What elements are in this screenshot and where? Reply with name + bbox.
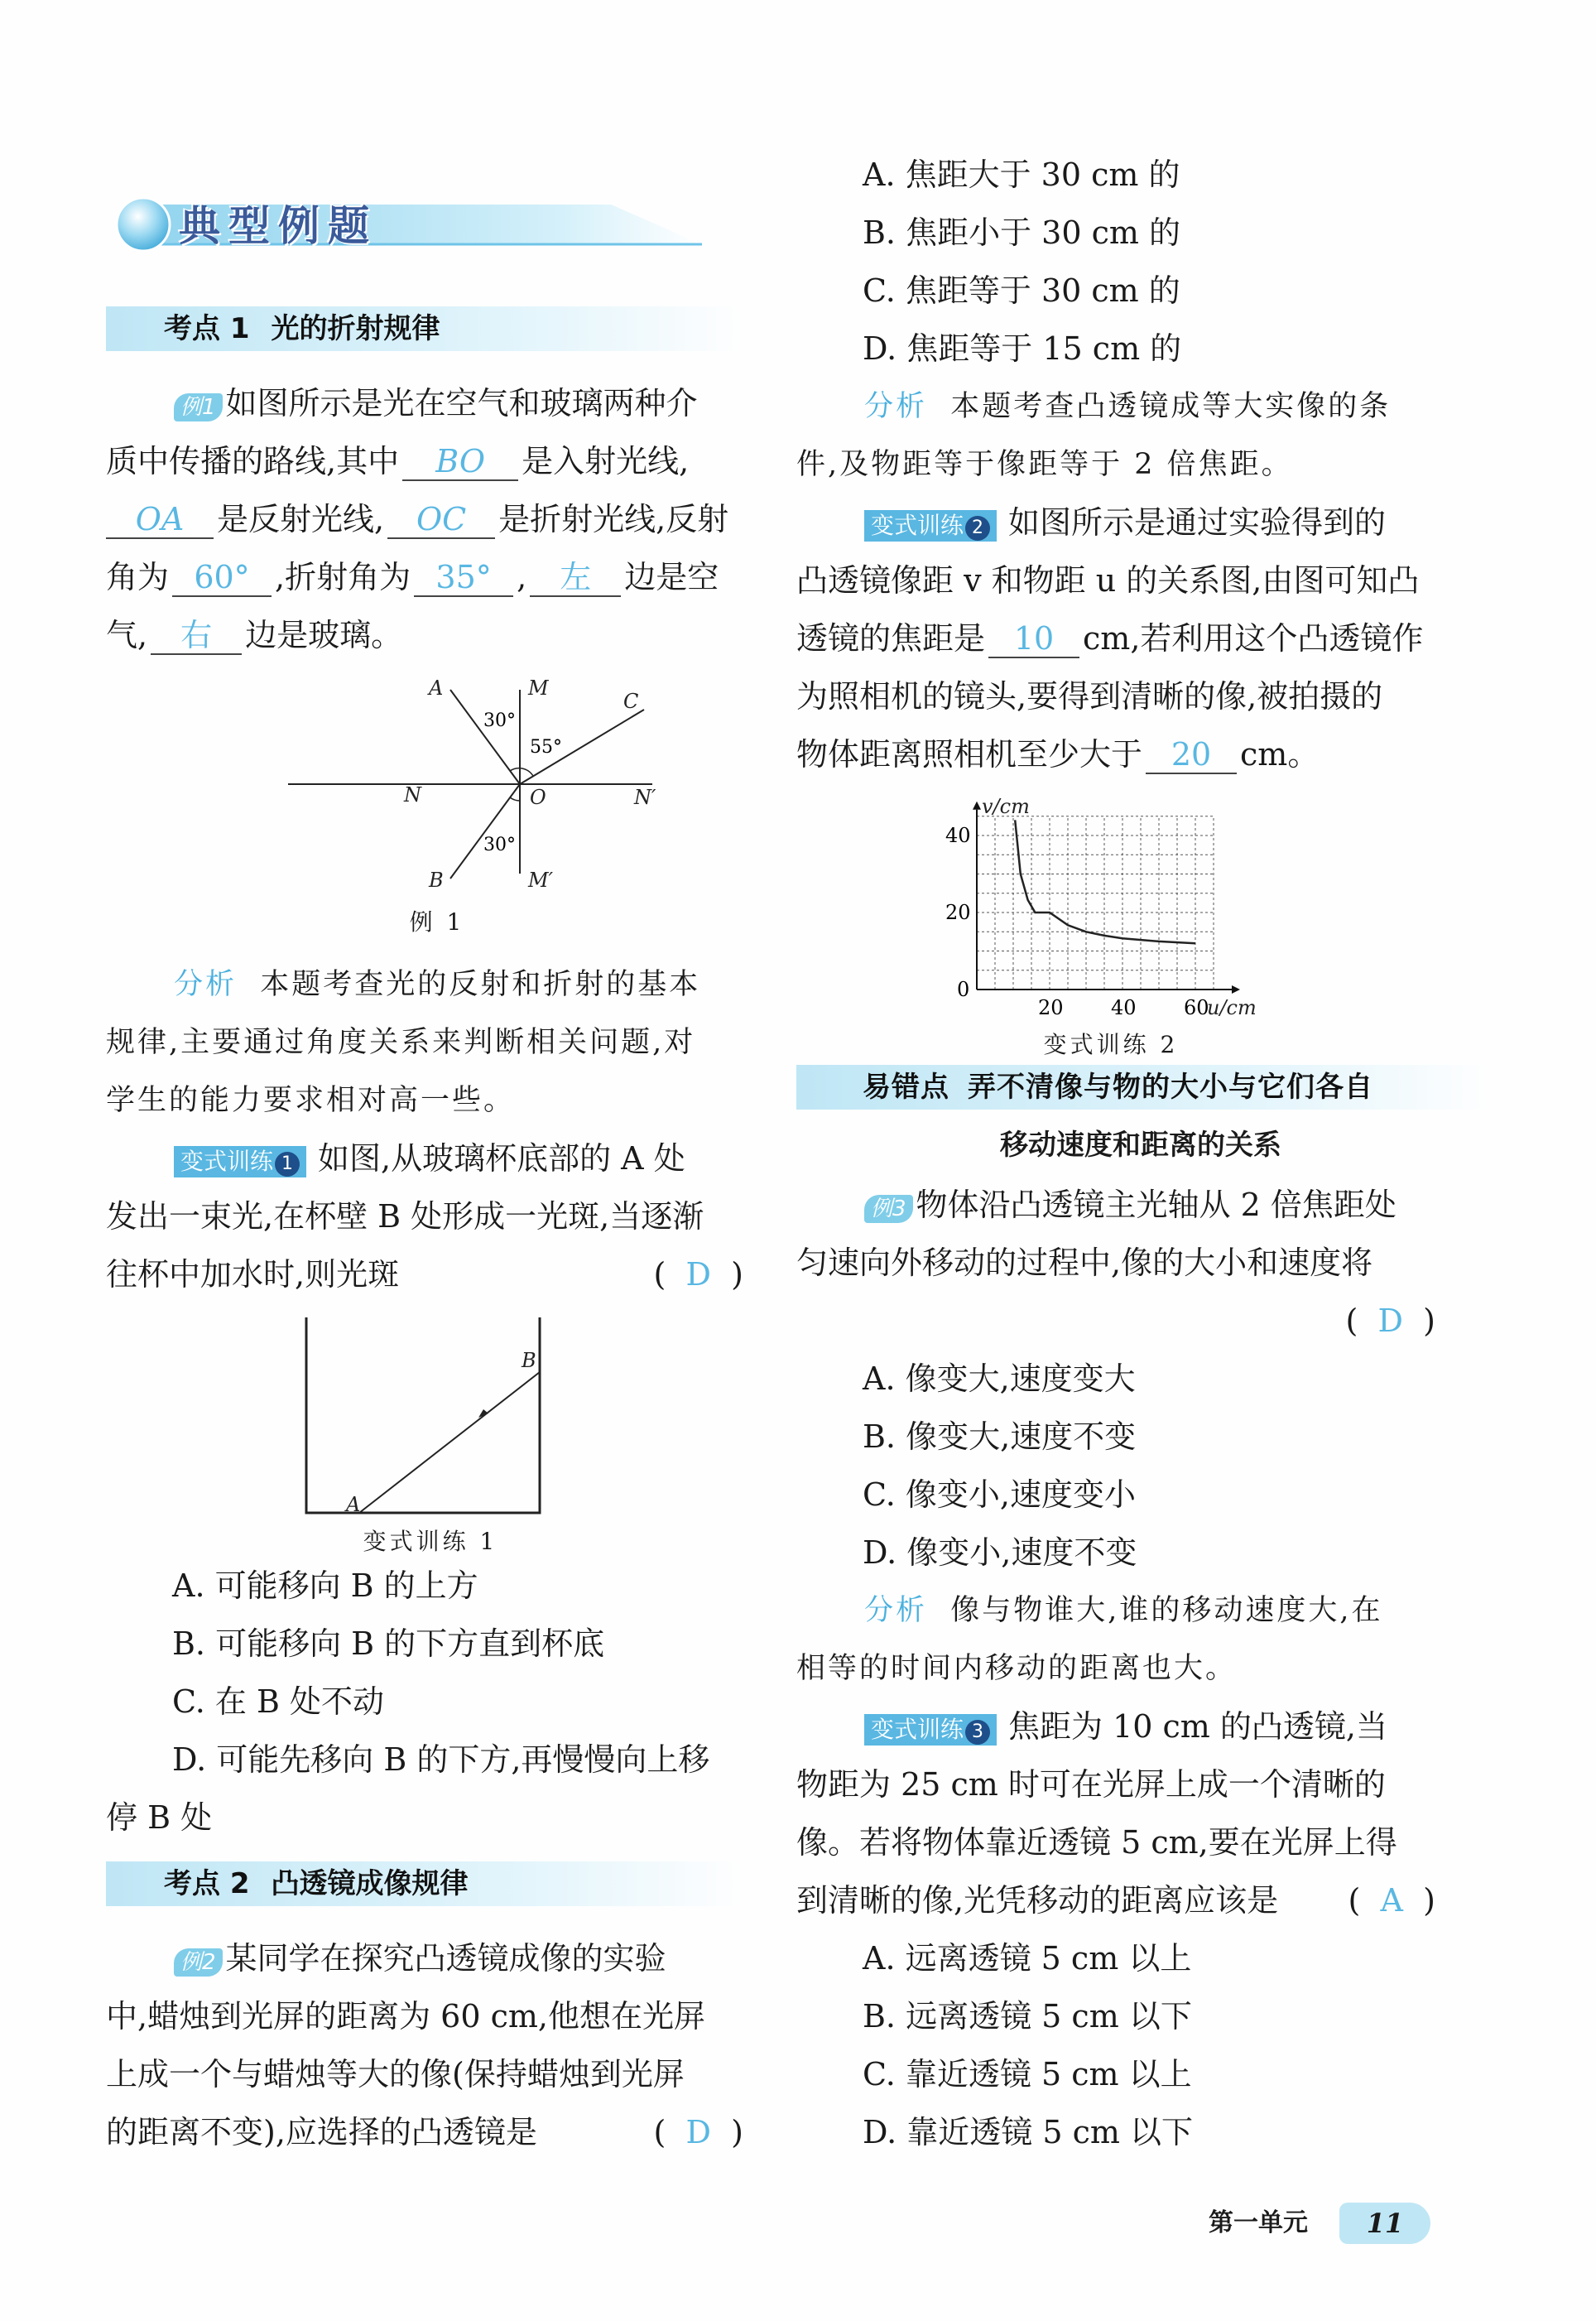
var1-paren-open: ( (653, 1256, 666, 1293)
ex1-line-5 (106, 609, 743, 661)
ex2-tag: 例2 (174, 1948, 223, 1977)
var1-option-d: D. 可能先移向 B 的下方,再慢慢向上移 (172, 1741, 710, 1778)
var3-option-d: D. 靠近透镜 5 cm 以下 (863, 2114, 1194, 2150)
ex1-answer-7: 右 (151, 617, 242, 655)
var2-tag (864, 510, 997, 542)
ex1-text-4c: , (517, 559, 527, 595)
var2-text-5a: 物体距离照相机至少大于 (796, 736, 1143, 773)
kp1-label: 考点 1 (164, 312, 250, 345)
var3-paren-close: ) (1423, 1882, 1435, 1919)
ex2-analysis-line-2: 件,及物距等于像距等于 2 倍焦距。 (796, 448, 1293, 481)
var1-text-3: 往杯中加水时,则光斑 (106, 1256, 400, 1293)
ex3-answer: D (1377, 1303, 1403, 1339)
var2-chart (937, 791, 1285, 1023)
var3-tag-text: 变式训练 (871, 1716, 964, 1743)
fig1-label-C: C (623, 690, 639, 713)
chart-grid (977, 816, 1214, 990)
ex1-text-4b: ,折射角为 (275, 559, 411, 595)
chart-series-line (1015, 820, 1195, 943)
ex1-analysis-label: 分析 (174, 968, 238, 1001)
ex1-caption: 例 1 (409, 908, 465, 936)
ex3-option-d: D. 像变小,速度不变 (863, 1534, 1137, 1571)
var2-caption: 变式训练 2 (1043, 1031, 1179, 1058)
ex1-answer-4: 60° (172, 559, 272, 597)
var2-answer-2: 20 (1146, 736, 1237, 774)
var1-text-1: 如图,从玻璃杯底部的 A 处 (318, 1140, 685, 1177)
var2-text-1: 如图所示是通过实验得到的 (1008, 504, 1387, 541)
var3-option-c: C. 靠近透镜 5 cm 以上 (863, 2056, 1192, 2092)
var2-tag-number: 2 (965, 516, 990, 541)
ex3-analysis-label: 分析 (864, 1594, 928, 1627)
ex2-option-c: C. 焦距等于 30 cm 的 (863, 272, 1180, 309)
chart-x-tick-label: 60 (1184, 996, 1209, 1019)
err-label: 易错点 (863, 1071, 949, 1104)
var3-option-b: B. 远离透镜 5 cm 以下 (863, 1998, 1192, 2034)
ex2-paren-close: ) (731, 2114, 743, 2150)
fig1-angle-2: 55° (530, 737, 562, 758)
ex3-line-1 (796, 1179, 1503, 1230)
chart-x-tick-label: 40 (1111, 996, 1137, 1019)
err-title-2: 移动速度和距离的关系 (1000, 1129, 1281, 1162)
var3-text-4: 到清晰的像,光凭移动的距离应该是 (796, 1882, 1279, 1919)
ex2-line-4 (106, 2107, 743, 2158)
ex2-line-1 (106, 1933, 811, 1984)
ex3-option-c: C. 像变小,速度变小 (863, 1476, 1136, 1513)
ex2-answer-bracket (654, 2107, 743, 2158)
ex2-text-4: 的距离不变),应选择的凸透镜是 (106, 2114, 537, 2150)
var3-option-a: A. 远离透镜 5 cm 以上 (863, 1940, 1192, 1977)
chart-origin-label: 0 (957, 978, 970, 1001)
kp2-title: 凸透镜成像规律 (271, 1867, 469, 1900)
kp1-heading (106, 306, 743, 351)
var2-line-3 (796, 613, 1435, 664)
ex3-paren-open: ( (1345, 1303, 1358, 1339)
ex1-analysis-line-1 (106, 959, 811, 1010)
ex3-analysis-line-1 (796, 1585, 1503, 1636)
fig1-label-M: M (528, 677, 549, 700)
var3-tag-number: 3 (965, 1720, 990, 1745)
ex2-option-b: B. 焦距小于 30 cm 的 (863, 214, 1180, 251)
var1-label-B: B (522, 1349, 536, 1372)
var1-tag (174, 1146, 306, 1177)
var1-line-2: 发出一束光,在杯壁 B 处形成一光斑,当逐渐 (106, 1198, 704, 1235)
chart-axes (973, 802, 1240, 994)
var2-text-5b: cm。 (1240, 736, 1320, 773)
ex1-line-4 (106, 551, 743, 603)
kp1-title: 光的折射规律 (271, 312, 440, 345)
var1-option-a: A. 可能移向 B 的上方 (172, 1567, 478, 1604)
ex1-text-5a: 气, (106, 617, 148, 653)
ex3-analysis-text-1: 像与物谁大,谁的移动速度大,在 (950, 1594, 1383, 1627)
ex1-line-1 (106, 378, 811, 429)
ex1-text-4a: 角为 (106, 559, 170, 595)
ex2-option-a: A. 焦距大于 30 cm 的 (863, 156, 1180, 193)
chart-y-tick-label: 40 (945, 824, 971, 847)
var2-line-2: 凸透镜像距 v 和物距 u 的关系图,由图可知凸 (796, 562, 1420, 599)
ex3-analysis-line-2: 相等的时间内移动的距离也大。 (796, 1652, 1238, 1685)
ex2-analysis-label: 分析 (864, 390, 928, 423)
ex1-analysis-line-3: 学生的能力要求相对高一些。 (106, 1084, 516, 1117)
var2-tag-text: 变式训练 (871, 512, 964, 539)
fig1-label-A: A (429, 677, 444, 700)
err-heading (796, 1065, 1492, 1110)
err-title-1: 弄不清像与物的大小与它们各自 (968, 1071, 1373, 1104)
ex3-text-1: 物体沿凸透镜主光轴从 2 倍焦距处 (916, 1187, 1396, 1223)
chart-x-axis-label: u/cm (1207, 996, 1257, 1019)
ex1-text-5b: 边是玻璃。 (245, 617, 403, 653)
var2-line-1 (796, 497, 1503, 548)
var2-line-5 (796, 729, 1435, 780)
var1-line-1 (106, 1133, 811, 1184)
var1-line-3 (106, 1249, 743, 1300)
var1-answer: D (685, 1256, 711, 1293)
fig1-label-O: O (530, 786, 546, 809)
var3-line-1 (796, 1701, 1503, 1752)
fig1-label-B: B (429, 869, 444, 890)
footer-unit: 第一单元 (1209, 2208, 1308, 2237)
fig1-ray-BO (450, 784, 520, 879)
fig1-angle-3: 30° (483, 835, 516, 855)
ex1-answer-1: BO (402, 443, 518, 481)
ex1-figure (288, 675, 669, 890)
ex1-answer-3: OC (387, 501, 495, 539)
var3-paren-open: ( (1348, 1882, 1361, 1919)
chart-y-arrow (973, 802, 981, 810)
var1-figure (305, 1312, 652, 1519)
ex1-tag: 例1 (174, 393, 223, 421)
var1-option-d-cont: 停 B 处 (106, 1799, 213, 1836)
fig1-ray-OA (450, 690, 520, 784)
ex2-line-3: 上成一个与蜡烛等大的像(保持蜡烛到光屏 (106, 2056, 685, 2092)
var3-tag (864, 1714, 997, 1746)
ex2-option-d: D. 焦距等于 15 cm 的 (863, 330, 1182, 367)
ex3-line-2: 匀速向外移动的过程中,像的大小和速度将 (796, 1245, 1373, 1281)
var2-answer-1: 10 (988, 620, 1079, 658)
ex1-text-2a: 质中传播的路线,其中 (106, 443, 400, 479)
var1-tag-number: 1 (275, 1152, 300, 1177)
ex3-option-a: A. 像变大,速度变大 (863, 1360, 1136, 1397)
var1-paren-close: ) (731, 1256, 743, 1293)
chart-x-arrow (1232, 985, 1240, 994)
ex2-line-2: 中,蜡烛到光屏的距离为 60 cm,他想在光屏 (106, 1998, 705, 2034)
section-header (106, 186, 719, 261)
ex2-analysis-line-1 (796, 381, 1503, 432)
ex1-line-2 (106, 436, 743, 487)
kp2-heading (106, 1861, 743, 1906)
var3-line-3: 像。若将物体靠近透镜 5 cm,要在光屏上得 (796, 1824, 1397, 1861)
var3-text-1: 焦距为 10 cm 的凸透镜,当 (1008, 1708, 1388, 1745)
ex3-answer-bracket (796, 1295, 1435, 1346)
var1-option-c: C. 在 B 处不动 (172, 1683, 384, 1720)
ex2-text-1: 某同学在探究凸透镜成像的实验 (225, 1940, 666, 1977)
ex1-text-3a: 是反射光线, (217, 501, 385, 537)
var1-label-A: A (346, 1493, 361, 1516)
fig1-arc-bottom (510, 797, 520, 801)
ex1-text-2b: 是入射光线, (522, 443, 690, 479)
ex2-paren-open: ( (653, 2114, 666, 2150)
fig1-angle-1: 30° (483, 710, 516, 731)
var3-answer: A (1380, 1882, 1403, 1919)
chart-y-tick-label: 20 (945, 901, 971, 924)
var3-line-2: 物距为 25 cm 时可在光屏上成一个清晰的 (796, 1766, 1386, 1803)
ex2-answer: D (685, 2114, 711, 2150)
chart-y-axis-label: v/cm (982, 794, 1030, 818)
var1-tag-text: 变式训练 (180, 1148, 274, 1175)
ex1-analysis-line-2: 规律,主要通过角度关系来判断相关问题,对 (106, 1026, 696, 1059)
fig1-label-M2: M′ (528, 869, 554, 890)
ex1-text-4d: 边是空 (624, 559, 719, 595)
ex2-analysis-text-1: 本题考查凸透镜成等大实像的条 (950, 390, 1392, 423)
section-title: 典型例题 (179, 202, 377, 250)
fig1-label-N: N (404, 783, 421, 807)
chart-x-tick-label: 20 (1038, 996, 1064, 1019)
ex1-text-3b: 是折射光线,反射 (498, 501, 729, 537)
var3-answer-bracket (1348, 1875, 1435, 1926)
footer-page-number: 11 (1339, 2203, 1430, 2244)
var1-answer-bracket (654, 1249, 743, 1300)
fig1-label-N2: N′ (634, 786, 656, 809)
ex1-text-1: 如图所示是光在空气和玻璃两种介 (225, 385, 698, 421)
ex3-tag: 例3 (864, 1195, 913, 1223)
var1-caption: 变式训练 1 (363, 1528, 498, 1555)
ex3-option-b: B. 像变大,速度不变 (863, 1418, 1137, 1455)
var1-cup-outline (306, 1317, 540, 1513)
var3-line-4 (796, 1875, 1435, 1926)
ex1-answer-2: OA (106, 501, 214, 539)
ex1-line-3 (106, 494, 743, 545)
ex1-answer-6: 左 (530, 559, 621, 597)
var2-text-3b: cm,若利用这个凸透镜作 (1083, 620, 1424, 657)
ex1-analysis-text-1: 本题考查光的反射和折射的基本 (260, 968, 701, 1001)
var1-light-ray (359, 1372, 540, 1513)
ex1-answer-5: 35° (414, 559, 513, 597)
ex3-paren-close: ) (1423, 1303, 1435, 1339)
var2-text-3a: 透镜的焦距是 (796, 620, 986, 657)
kp2-label: 考点 2 (164, 1867, 250, 1900)
var2-line-4: 为照相机的镜头,要得到清晰的像,被拍摄的 (796, 678, 1383, 715)
var1-option-b: B. 可能移向 B 的下方直到杯底 (172, 1625, 605, 1662)
